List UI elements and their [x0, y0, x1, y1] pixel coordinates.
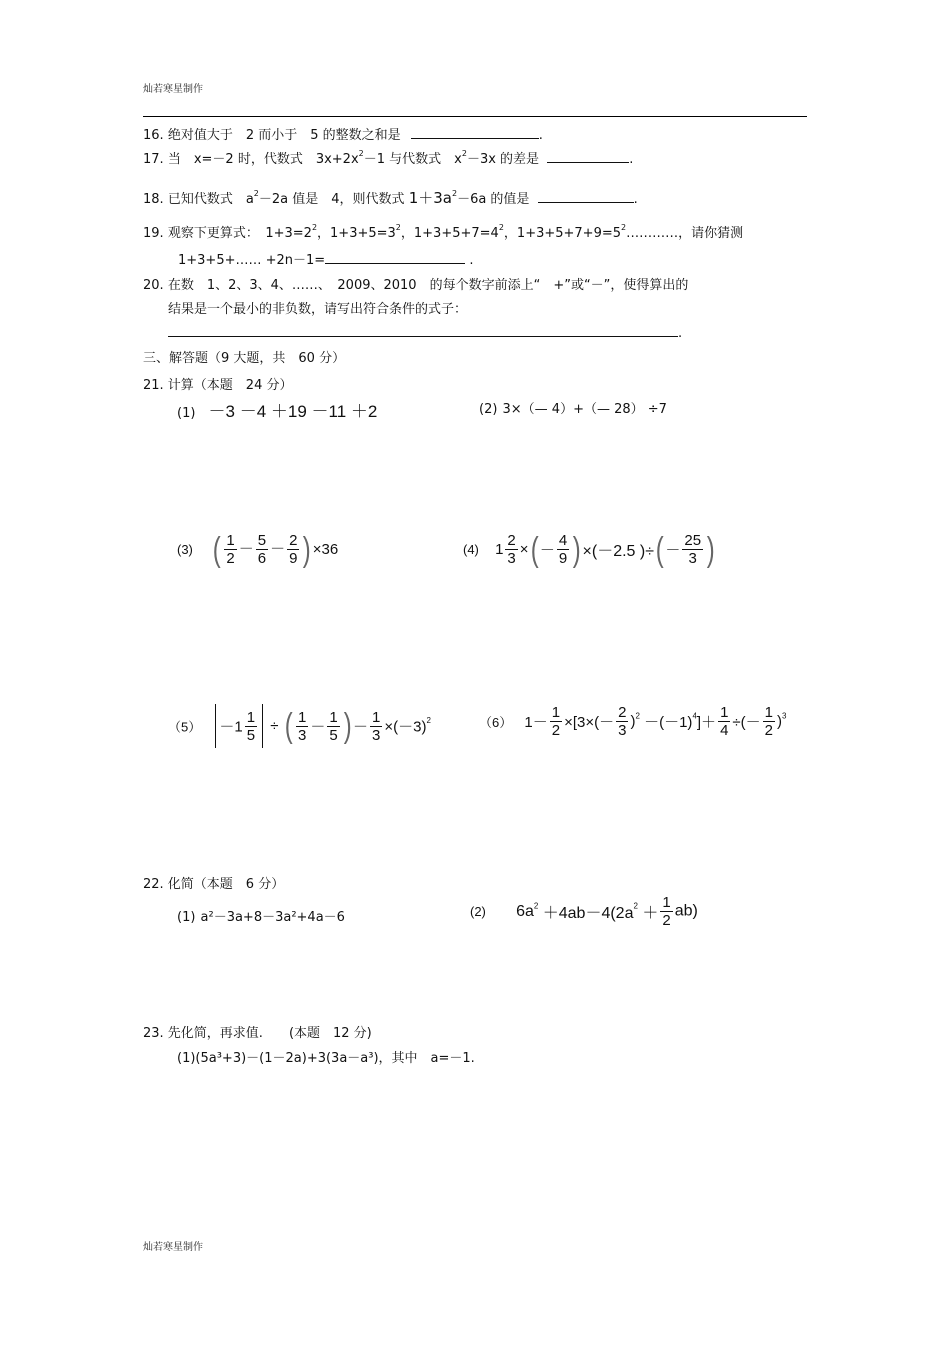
q21-title: 21. 计算（本题 24 分） [143, 378, 293, 393]
q21-p2-expression: 3×（— 4）+（— 28） ÷7 [502, 402, 667, 417]
q19-text-e: …………，请你猜测 [626, 226, 744, 241]
q17-number: 17. [143, 152, 164, 167]
q20-answer-blank[interactable] [168, 324, 678, 337]
right-paren-icon: ) [706, 530, 715, 569]
question-20-line3: . [168, 324, 682, 341]
fraction-1-5: $\frac{1}{5}$ [246, 708, 256, 744]
q22-p1-label: (1) [177, 910, 196, 925]
right-paren-icon: ) [343, 707, 352, 745]
question-19-line2: 1+3+5+…… +2n－1= . [178, 253, 474, 268]
fraction-1-4: $\frac{1}{4}$ [720, 704, 729, 739]
q17-exp1: 2 [358, 149, 364, 158]
q20-number: 20. [143, 278, 164, 293]
question-19 [143, 222, 743, 241]
q19-text-b: ，1+3+5=3 [317, 226, 396, 241]
q19-exp2: 2 [395, 223, 401, 232]
q22-part2: (2) $6a^2 +4ab-4(2a^2$ ＋ $\frac{1}{2}$ ab) [470, 894, 698, 929]
q21-part2 [479, 398, 667, 417]
q22-p1-expression: a²－3a+8－3a²+4a－6 [200, 910, 345, 925]
q21-p3-tail: ×36 [312, 541, 339, 558]
q22-title: 22. 化简（本题 6 分） [143, 877, 285, 892]
q17-text-b: －1 与代数式 x [363, 152, 462, 167]
q21-p3-label: (3) [177, 542, 193, 557]
q21-p1-label: (1) [177, 406, 196, 421]
fraction-1-5b: $\frac{1}{5}$ [329, 708, 338, 744]
q18-text-a: 已知代数式 a [167, 192, 254, 207]
header-rule [143, 116, 807, 117]
q16-number: 16. [143, 128, 164, 143]
left-paren-icon: ( [530, 530, 539, 569]
q17-answer-blank[interactable] [547, 150, 629, 163]
question-17: 17. 当 x=－2 时，代数式 $3x+2x^2-1$ 与代数式 $x^2-3x$ 的差是 . [143, 149, 634, 167]
abs-bar-left [215, 704, 216, 748]
fraction-2-3b: $\frac{2}{3}$ [618, 704, 627, 739]
q23-title: 23. 先化简，再求值. (本题 12 分) [143, 1026, 372, 1041]
q22-p2-label: (2) [470, 904, 486, 919]
q18-answer-blank[interactable] [538, 190, 634, 203]
fraction-4-9: $\frac{4}{9}$ [558, 532, 568, 567]
q19-number: 19. [143, 226, 164, 241]
question-16: 16. 绝对值大于 2 而小于 5 的整数之和是 . [143, 128, 543, 143]
q16-text: 绝对值大于 2 而小于 5 的整数之和是 [167, 128, 401, 143]
q17-text-c: －3x 的差是 [466, 152, 540, 167]
q19-exp3: 2 [498, 223, 504, 232]
q21-part6: （6） 1－ $\frac{1}{2}$ ×[3×(－ $\frac{2}{3}$ )$^2 -(-1)^4]+$ $\frac{1}{4}$ ÷(－ $\frac{1}{2}$ )$^3$ [479, 704, 787, 739]
watermark-top: 灿若寒星制作 [143, 84, 203, 95]
q19-exp1: 2 [311, 223, 318, 232]
q16-answer-blank[interactable] [411, 126, 539, 139]
q17-exp2: 2 [461, 149, 467, 158]
abs-bar-right [262, 704, 263, 748]
fraction-1-3: $\frac{1}{3}$ [298, 708, 307, 744]
q21-part3: (3) ( $\frac{1}{2}$ － $\frac{5}{6}$ － $\frac{2}{9}$ ) ×36 [177, 530, 339, 569]
fraction-5-6: $\frac{5}{6}$ [257, 532, 267, 567]
right-paren-icon: ) [303, 530, 312, 569]
q21-part5: （5） －1 $\frac{1}{5}$ ÷ ( $\frac{1}{3}$ － $\frac{1}{5}$ ) － $\frac{1}{3}$ $\times(-3)^2$ [168, 704, 431, 748]
q18-text-d: －6a 的值是 [457, 192, 530, 207]
q19-text-a: 观察下更算式： 1+3=2 [167, 226, 312, 241]
fraction-1-2b: $\frac{1}{2}$ [551, 704, 561, 739]
q18-text-b: －2a 值是 4，则代数式 [258, 192, 405, 207]
q21-p1-expression: －3 －4 ＋19 －11 ＋2 [208, 402, 378, 421]
question-20 [143, 274, 688, 293]
left-paren-icon: ( [655, 530, 664, 569]
q21-p6-label: （6） [479, 715, 513, 730]
q22-part1 [177, 906, 345, 925]
section-3-title: 三、解答题（9 大题，共 60 分） [143, 351, 346, 366]
q21-p4-mid: ×(－2.5 )÷ [582, 543, 655, 560]
fraction-1-2d: $\frac{1}{2}$ [662, 894, 671, 929]
fraction-1-2: $\frac{1}{2}$ [226, 532, 235, 567]
question-20-line2: 结果是一个最小的非负数，请写出符合条件的式子： [168, 302, 468, 317]
q19-text-c: ，1+3+5+7=4 [400, 226, 499, 241]
q23-part1: (1)(5a³+3)－(1－2a)+3(3a－a³)，其中 a=－1. [177, 1051, 475, 1066]
q21-p4-label: (4) [463, 542, 479, 557]
q18-exp1: 2 [253, 189, 259, 198]
q20-line1: 在数 1、2、3、4、……、 2009、2010 的每个数字前添上“ +”或“－”，使得算出的 [167, 278, 689, 293]
q19-answer-blank[interactable] [325, 251, 465, 264]
watermark-bottom: 灿若寒星制作 [143, 1242, 203, 1253]
q19-exp4: 2 [621, 223, 627, 232]
question-18: 18. 已知代数式 $a^2-2a$ 值是 4，则代数式 $1+3a^2-6a$ 的值是 . [143, 189, 638, 207]
q21-p2-label: (2) [479, 402, 498, 417]
fraction-2-3: $\frac{2}{3}$ [507, 532, 516, 567]
left-paren-icon: ( [212, 530, 221, 569]
q18-number: 18. [143, 192, 164, 207]
right-paren-icon: ) [572, 530, 581, 569]
fraction-25-3: $\frac{25}{3}$ [684, 532, 702, 567]
fraction-1-3b: $\frac{1}{3}$ [372, 708, 381, 744]
q18-text-c: 1＋3a [408, 189, 452, 207]
q19-text-d: ，1+3+5+7+9=5 [503, 226, 622, 241]
fraction-1-2c: $\frac{1}{2}$ [764, 704, 773, 739]
left-paren-icon: ( [284, 707, 293, 745]
fraction-2-9: $\frac{2}{9}$ [289, 532, 298, 567]
q19-line2-text: 1+3+5+…… +2n－1= [178, 253, 326, 268]
q21-part4: (4) 1 $\frac{2}{3}$ ×( － $\frac{4}{9}$ ) ×(－2.5 )÷( － $\frac{25}{3}$ ) [463, 530, 715, 569]
q17-text-a: 当 x=－2 时，代数式 3x+2x [167, 152, 359, 167]
q21-part1 [177, 397, 377, 422]
q21-p5-label: （5） [168, 719, 202, 735]
q18-exp2: 2 [451, 189, 458, 198]
